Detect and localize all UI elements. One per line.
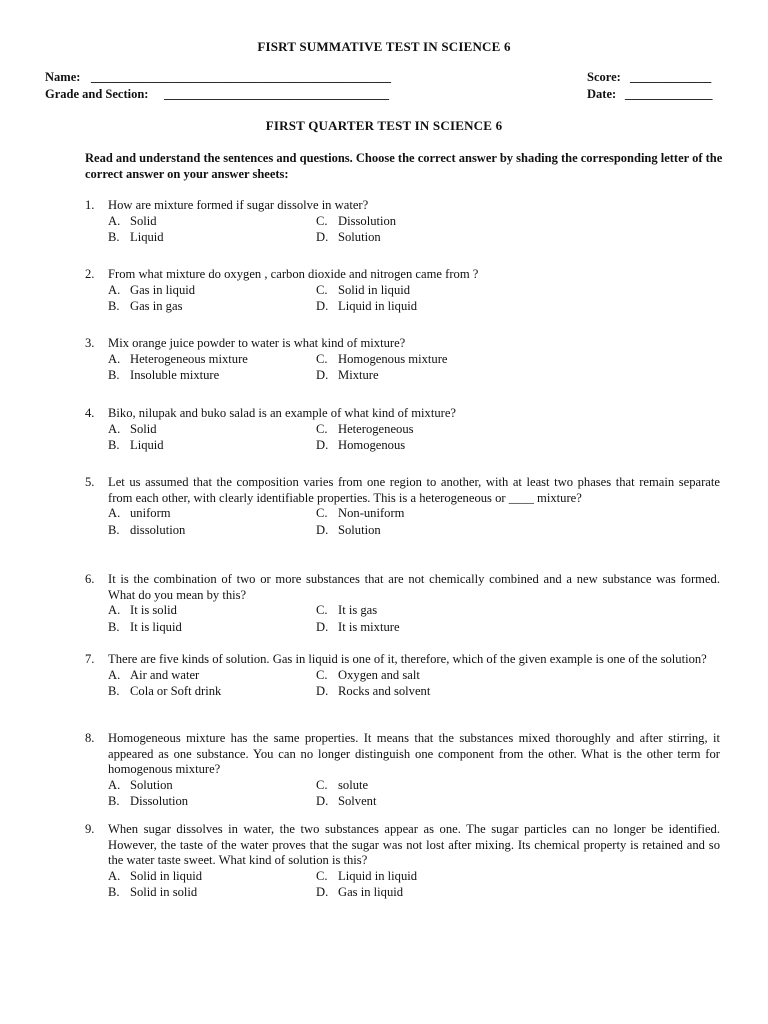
choice-letter: A. (108, 868, 121, 883)
question-item (85, 652, 725, 700)
choice-letter: D. (316, 619, 329, 634)
choice-text: Liquid (130, 438, 164, 453)
choice-text: Solvent (338, 794, 377, 809)
choice-option[interactable] (108, 422, 157, 438)
choice-letter: B. (108, 885, 120, 900)
choice-text: Heterogeneous mixture (130, 351, 248, 366)
choice-option[interactable] (108, 214, 157, 230)
choice-letter: B. (108, 794, 120, 809)
choice-option[interactable] (316, 506, 404, 522)
choice-letter: D. (316, 885, 329, 900)
choice-letter: D. (316, 522, 329, 537)
choice-option[interactable] (108, 506, 171, 522)
choice-text: Solid (130, 213, 157, 228)
choice-option[interactable] (108, 620, 182, 636)
answer-choices (108, 422, 725, 454)
question-text: Let us assumed that the composition varies from one region to another, with at least two phases that remain separate from each other, with clearly identifiable properties. This is a heterogeneous or ____ mixture? (108, 475, 720, 505)
choice-option[interactable] (108, 299, 182, 315)
choice-letter: A. (108, 282, 121, 297)
answer-choices (108, 283, 725, 315)
choice-option[interactable] (316, 352, 447, 368)
choice-text: Insoluble mixture (130, 368, 220, 383)
choice-letter: B. (108, 368, 120, 383)
choice-option[interactable] (108, 283, 195, 299)
score-label: Score: (587, 70, 621, 84)
choice-text: Solid (130, 421, 157, 436)
choice-letter: A. (108, 603, 121, 618)
question-text: Homogeneous mixture has the same properties. It means that the substances mixed thoroughly and after stirring, it appeared as one substance. You can no longer distinguish one component from the other. What is the other term for homogenous mixture? (108, 731, 720, 777)
choice-text: Air and water (130, 667, 200, 682)
answer-choices (108, 778, 725, 810)
choice-letter: A. (108, 351, 121, 366)
choice-letter: C. (316, 506, 328, 521)
choice-text: solute (338, 777, 369, 792)
grade-section-label: Grade and Section: (45, 87, 149, 101)
answer-choices (108, 352, 725, 384)
question-item (85, 572, 725, 635)
choice-letter: D. (316, 438, 329, 453)
choice-text: It is mixture (338, 619, 400, 634)
choice-letter: D. (316, 299, 329, 314)
name-field[interactable]: ________________________________________________ (91, 70, 391, 84)
question-item (85, 731, 725, 810)
choice-option[interactable] (316, 283, 410, 299)
question-text: There are five kinds of solution. Gas in liquid is one of it, therefore, which of the given example is one of the solution? (108, 652, 707, 666)
choice-letter: C. (316, 282, 328, 297)
choice-text: Liquid in liquid (338, 868, 418, 883)
choice-option[interactable] (108, 438, 164, 454)
choice-text: Liquid in liquid (338, 299, 418, 314)
choice-option[interactable] (316, 230, 381, 246)
choice-letter: B. (108, 299, 120, 314)
choice-letter: B. (108, 684, 120, 699)
grade-section-field[interactable]: ____________________________________ (164, 87, 389, 101)
choice-text: Liquid (130, 230, 164, 245)
choice-letter: B. (108, 522, 120, 537)
choice-option[interactable] (108, 352, 248, 368)
answer-choices (108, 214, 725, 246)
choice-letter: B. (108, 230, 120, 245)
question-number: 3. (85, 336, 95, 350)
choice-text: Dissolution (338, 213, 397, 228)
choice-text: Homogenous mixture (338, 351, 448, 366)
score-field[interactable]: _____________ (630, 70, 712, 84)
choice-text: Gas in liquid (130, 282, 196, 297)
question-text: It is the combination of two or more substances that are not chemically combined and a new substance was formed. What do you mean by this? (108, 572, 720, 602)
choice-text: Gas in liquid (338, 885, 404, 900)
choice-option[interactable] (108, 230, 164, 246)
choice-text: It is solid (130, 603, 177, 618)
question-number: 9. (85, 822, 95, 836)
choice-text: Heterogeneous (338, 421, 414, 436)
choice-letter: D. (316, 794, 329, 809)
choice-text: Oxygen and salt (338, 667, 420, 682)
choice-text: Solid in solid (130, 885, 198, 900)
choice-letter: A. (108, 506, 121, 521)
question-text: Mix orange juice powder to water is what kind of mixture? (108, 336, 406, 350)
question-item (85, 406, 725, 454)
choice-option[interactable] (108, 684, 221, 700)
question-number: 5. (85, 475, 95, 489)
answer-choices (108, 668, 725, 700)
choice-letter: D. (316, 230, 329, 245)
question-text: How are mixture formed if sugar dissolve in water? (108, 198, 369, 212)
question-text: When sugar dissolves in water, the two substances appear as one. The sugar particles can no longer be identified. However, the taste of the water proves that the sugar was not lost after mixing. Its chemical property is retained and so the water taste sweet. What kind of solution is this? (108, 822, 720, 868)
choice-text: Solution (130, 777, 173, 792)
choice-text: Solution (338, 230, 381, 245)
instructions: Read and understand the sentences and questions. Choose the correct answer by shading the corresponding letter of the correct answer on your answer sheets: (85, 151, 723, 181)
choice-option[interactable] (108, 778, 173, 794)
choice-option[interactable] (316, 214, 396, 230)
choice-letter: D. (316, 368, 329, 383)
choice-text: Homogenous (338, 438, 406, 453)
question-number: 6. (85, 572, 95, 586)
question-number: 2. (85, 267, 95, 281)
question-number: 4. (85, 406, 95, 420)
choice-option[interactable] (108, 794, 188, 810)
choice-text: dissolution (130, 522, 186, 537)
choice-option[interactable] (108, 368, 219, 384)
choice-text: Rocks and solvent (338, 684, 431, 699)
choice-letter: C. (316, 421, 328, 436)
choice-letter: C. (316, 868, 328, 883)
question-number: 7. (85, 652, 95, 666)
choice-letter: C. (316, 351, 328, 366)
choice-letter: B. (108, 619, 120, 634)
date-label: Date: (587, 87, 617, 101)
choice-option[interactable] (316, 620, 400, 636)
choice-text: Solid in liquid (338, 282, 411, 297)
choice-option[interactable] (316, 869, 417, 885)
question-text: From what mixture do oxygen , carbon dioxide and nitrogen came from ? (108, 267, 479, 281)
choice-option[interactable] (316, 603, 377, 619)
choice-text: It is liquid (130, 619, 182, 634)
choice-text: Mixture (338, 368, 379, 383)
test-subtitle: FIRST QUARTER TEST IN SCIENCE 6 (265, 118, 503, 133)
choice-text: Cola or Soft drink (130, 684, 222, 699)
choice-letter: B. (108, 438, 120, 453)
choice-option[interactable] (316, 885, 403, 901)
choice-letter: A. (108, 777, 121, 792)
choice-option[interactable] (316, 438, 405, 454)
choice-option[interactable] (316, 368, 379, 384)
choice-letter: A. (108, 421, 121, 436)
choice-option[interactable] (316, 668, 420, 684)
answer-choices (108, 869, 725, 901)
choice-letter: A. (108, 667, 121, 682)
test-title: FISRT SUMMATIVE TEST IN SCIENCE 6 (257, 39, 511, 54)
answer-choices (108, 506, 725, 538)
choice-option[interactable] (316, 422, 414, 438)
choice-option[interactable] (108, 668, 199, 684)
choice-text: Dissolution (130, 794, 189, 809)
choice-letter: C. (316, 777, 328, 792)
date-field[interactable]: ______________ (625, 87, 713, 101)
choice-option[interactable] (316, 778, 368, 794)
question-number: 8. (85, 731, 95, 745)
choice-text: Non-uniform (338, 506, 405, 521)
choice-text: It is gas (338, 603, 378, 618)
question-item (85, 267, 725, 315)
choice-option[interactable] (316, 523, 381, 539)
question-item (85, 822, 725, 901)
choice-text: uniform (130, 506, 171, 521)
choice-text: Gas in gas (130, 299, 183, 314)
choice-option[interactable] (108, 869, 202, 885)
choice-option[interactable] (108, 603, 177, 619)
name-label: Name: (45, 70, 81, 84)
question-text: Biko, nilupak and buko salad is an example of what kind of mixture? (108, 406, 457, 420)
choice-option[interactable] (316, 299, 417, 315)
choice-option[interactable] (108, 885, 197, 901)
choice-option[interactable] (316, 684, 430, 700)
question-item (85, 336, 725, 384)
question-number: 1. (85, 198, 95, 212)
question-item (85, 198, 725, 246)
choice-letter: C. (316, 603, 328, 618)
choice-letter: A. (108, 213, 121, 228)
choice-letter: C. (316, 213, 328, 228)
choice-text: Solution (338, 522, 381, 537)
question-item (85, 475, 725, 538)
choice-letter: D. (316, 684, 329, 699)
choice-option[interactable] (316, 794, 376, 810)
choice-text: Solid in liquid (130, 868, 203, 883)
choice-option[interactable] (108, 523, 185, 539)
choice-letter: C. (316, 667, 328, 682)
answer-choices (108, 603, 725, 635)
